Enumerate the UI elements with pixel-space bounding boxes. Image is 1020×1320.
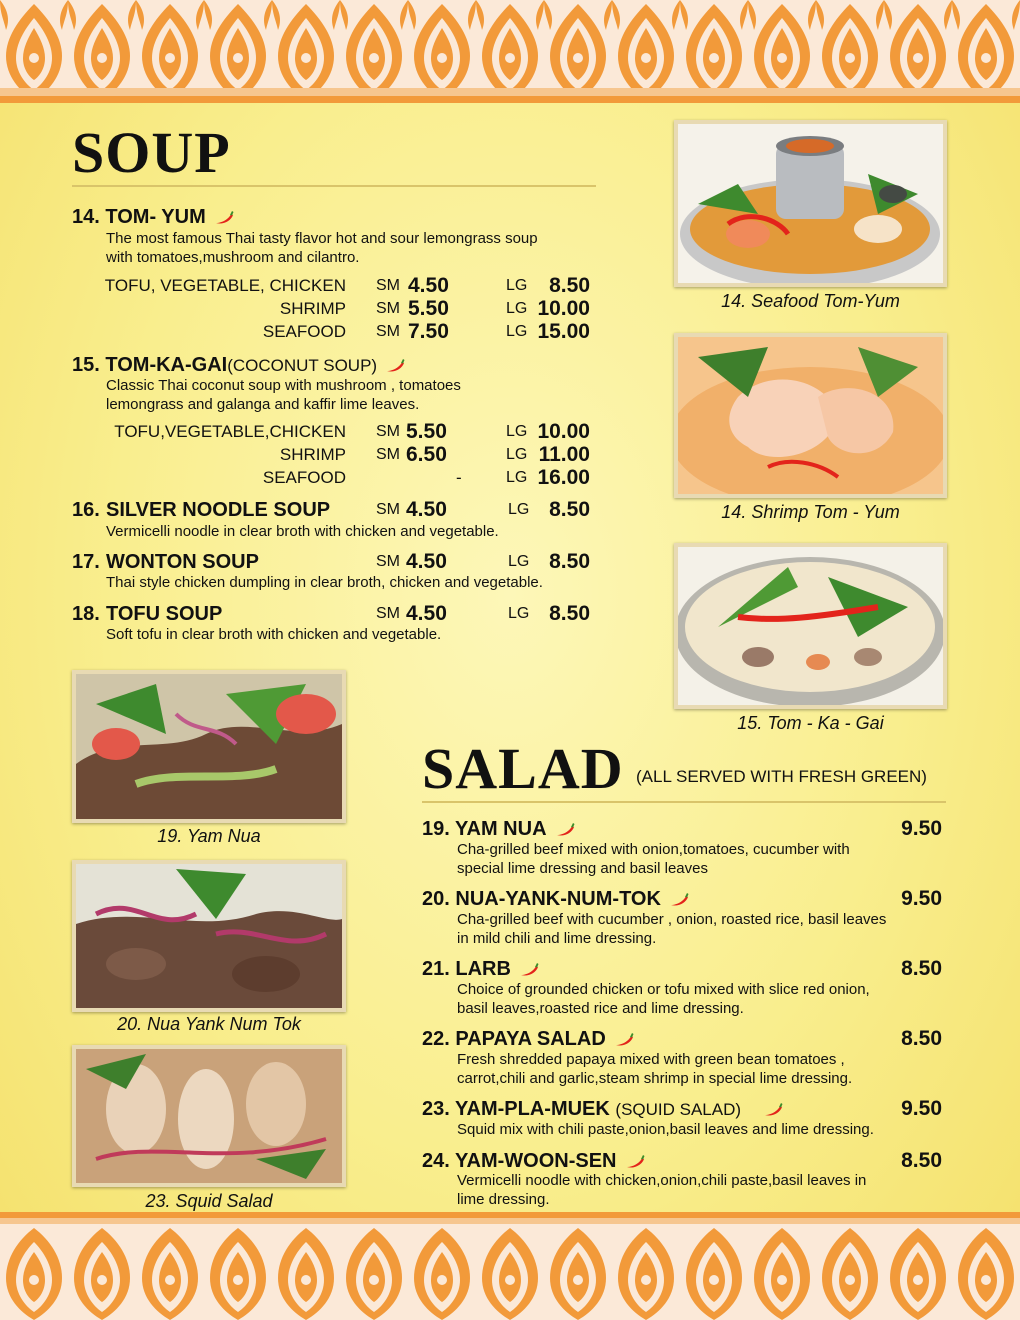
yam-nua-photo: [72, 670, 346, 823]
item-subtitle: (COCONUT SOUP): [227, 356, 378, 375]
salad-item-23-description: Squid mix with chili paste,onion,basil leaves and lime dressing.: [457, 1121, 874, 1138]
item-title: TOM-KA-GAI: [105, 354, 228, 376]
soup-item-15-description: Classic Thai coconut soup with mushroom , tomatoes lemongrass and galanga and kaffir lime leaves.: [106, 377, 461, 413]
top-thai-pattern-border: [0, 0, 1020, 103]
salad-item-22-description: Fresh shredded papaya mixed with green bean tomatoes , carrot,chili and garlic,steam shrimp in special lime dressing.: [457, 1051, 853, 1087]
salad-divider: [422, 801, 946, 803]
salad-section-note: (ALL SERVED WITH FRESH GREEN): [636, 767, 927, 786]
soup-section-title: SOUP: [72, 120, 231, 185]
soup-item-18-description: Soft tofu in clear broth with chicken and vegetable.: [106, 626, 442, 643]
chili-icon: [614, 1033, 634, 1047]
salad-item-22-name: 22. PAPAYA SALAD: [422, 1028, 634, 1050]
item-number: 15.: [72, 354, 100, 376]
chili-icon: [385, 359, 405, 373]
soup-divider: [72, 185, 596, 187]
soup-item-14-name: [72, 206, 234, 228]
chili-icon: [669, 893, 689, 907]
photo-caption: 14. Shrimp Tom - Yum: [721, 502, 900, 522]
salad-item-19-description: Cha-grilled beef mixed with onion,tomatoes, cucumber with special lime dressing and basil leaves: [457, 841, 850, 877]
salad-item-21-description: Choice of grounded chicken or tofu mixed with slice red onion, basil leaves,roasted rice and lime dressing.: [457, 981, 870, 1017]
soup-item-15-name: [72, 354, 405, 377]
salad-item-20-description: Cha-grilled beef with cucumber , onion, roasted rice, basil leaves in mild chili and lime dressing.: [457, 911, 887, 947]
salad-item-24-name: 24. YAM-WOON-SEN: [422, 1150, 645, 1172]
photo-caption: 14. Seafood Tom-Yum: [721, 291, 900, 311]
soup-item-16-name: 16. SILVER NOODLE SOUP SM 4.50 LG 8.50: [72, 498, 590, 521]
photo-caption: 23. Squid Salad: [145, 1191, 273, 1211]
soup-item-14-price-row: SEAFOOD SM 7.50 LG 15.00: [262, 320, 590, 343]
salad-item-19-name: 19. YAM NUA: [422, 818, 575, 840]
soup-item-15-price-row: SHRIMP SM 6.50 LG 11.00: [279, 443, 590, 466]
photo-caption: 20. Nua Yank Num Tok: [117, 1014, 301, 1034]
chili-icon: [625, 1155, 645, 1169]
soup-item-17-description: Thai style chicken dumpling in clear broth, chicken and vegetable.: [106, 574, 543, 591]
salad-item-24-description: Vermicelli noodle with chicken,onion,chili paste,basil leaves in lime dressing.: [457, 1172, 867, 1208]
chili-icon: [214, 211, 234, 225]
salad-item-22-price: 8.50: [901, 1027, 942, 1050]
soup-item-17-name: 17. WONTON SOUP SM 4.50 LG 8.50: [72, 550, 590, 573]
nua-yank-num-tok-photo: [72, 860, 346, 1012]
soup-item-15-price-row: SEAFOOD - LG 16.00: [262, 466, 590, 489]
salad-item-20-name: 20. NUA-YANK-NUM-TOK: [422, 888, 689, 910]
soup-item-14-price-row: SHRIMP SM 5.50 LG 10.00: [279, 297, 590, 320]
shrimp-tom-yum-photo: [674, 333, 947, 498]
item-number: 14.: [72, 206, 100, 228]
salad-item-21-price: 8.50: [901, 957, 942, 980]
salad-item-19-price: 9.50: [901, 817, 942, 840]
salad-item-21-name: 21. LARB: [422, 958, 539, 980]
salad-item-23-price: 9.50: [901, 1097, 942, 1120]
seafood-tom-yum-photo: [674, 120, 947, 287]
soup-item-15-price-row: TOFU,VEGETABLE,CHICKEN SM 5.50 LG 10.00: [114, 420, 590, 443]
photo-caption: 19. Yam Nua: [157, 826, 261, 846]
soup-item-14-description: The most famous Thai tasty flavor hot and sour lemongrass soup with tomatoes,mushroom and cilantro.: [106, 230, 538, 266]
chili-icon: [555, 823, 575, 837]
salad-item-23-name: 23. YAM-PLA-MUEK (SQUID SALAD): [422, 1098, 783, 1121]
soup-item-18-name: 18. TOFU SOUP SM 4.50 LG 8.50: [72, 602, 590, 625]
tom-ka-gai-photo: [674, 543, 947, 709]
soup-item-16-description: Vermicelli noodle in clear broth with chicken and vegetable.: [106, 523, 499, 540]
chili-icon: [519, 963, 539, 977]
item-title: TOM- YUM: [105, 206, 206, 228]
soup-item-14-price-row: TOFU, VEGETABLE, CHICKEN SM 4.50 LG 8.50: [104, 274, 590, 297]
squid-salad-photo: [72, 1045, 346, 1187]
chili-icon: [763, 1103, 783, 1117]
salad-item-24-price: 8.50: [901, 1149, 942, 1172]
photo-caption: 15. Tom - Ka - Gai: [737, 713, 884, 733]
salad-item-20-price: 9.50: [901, 887, 942, 910]
bottom-thai-pattern-border: [0, 1212, 1020, 1320]
salad-section-title: SALAD: [422, 736, 624, 801]
